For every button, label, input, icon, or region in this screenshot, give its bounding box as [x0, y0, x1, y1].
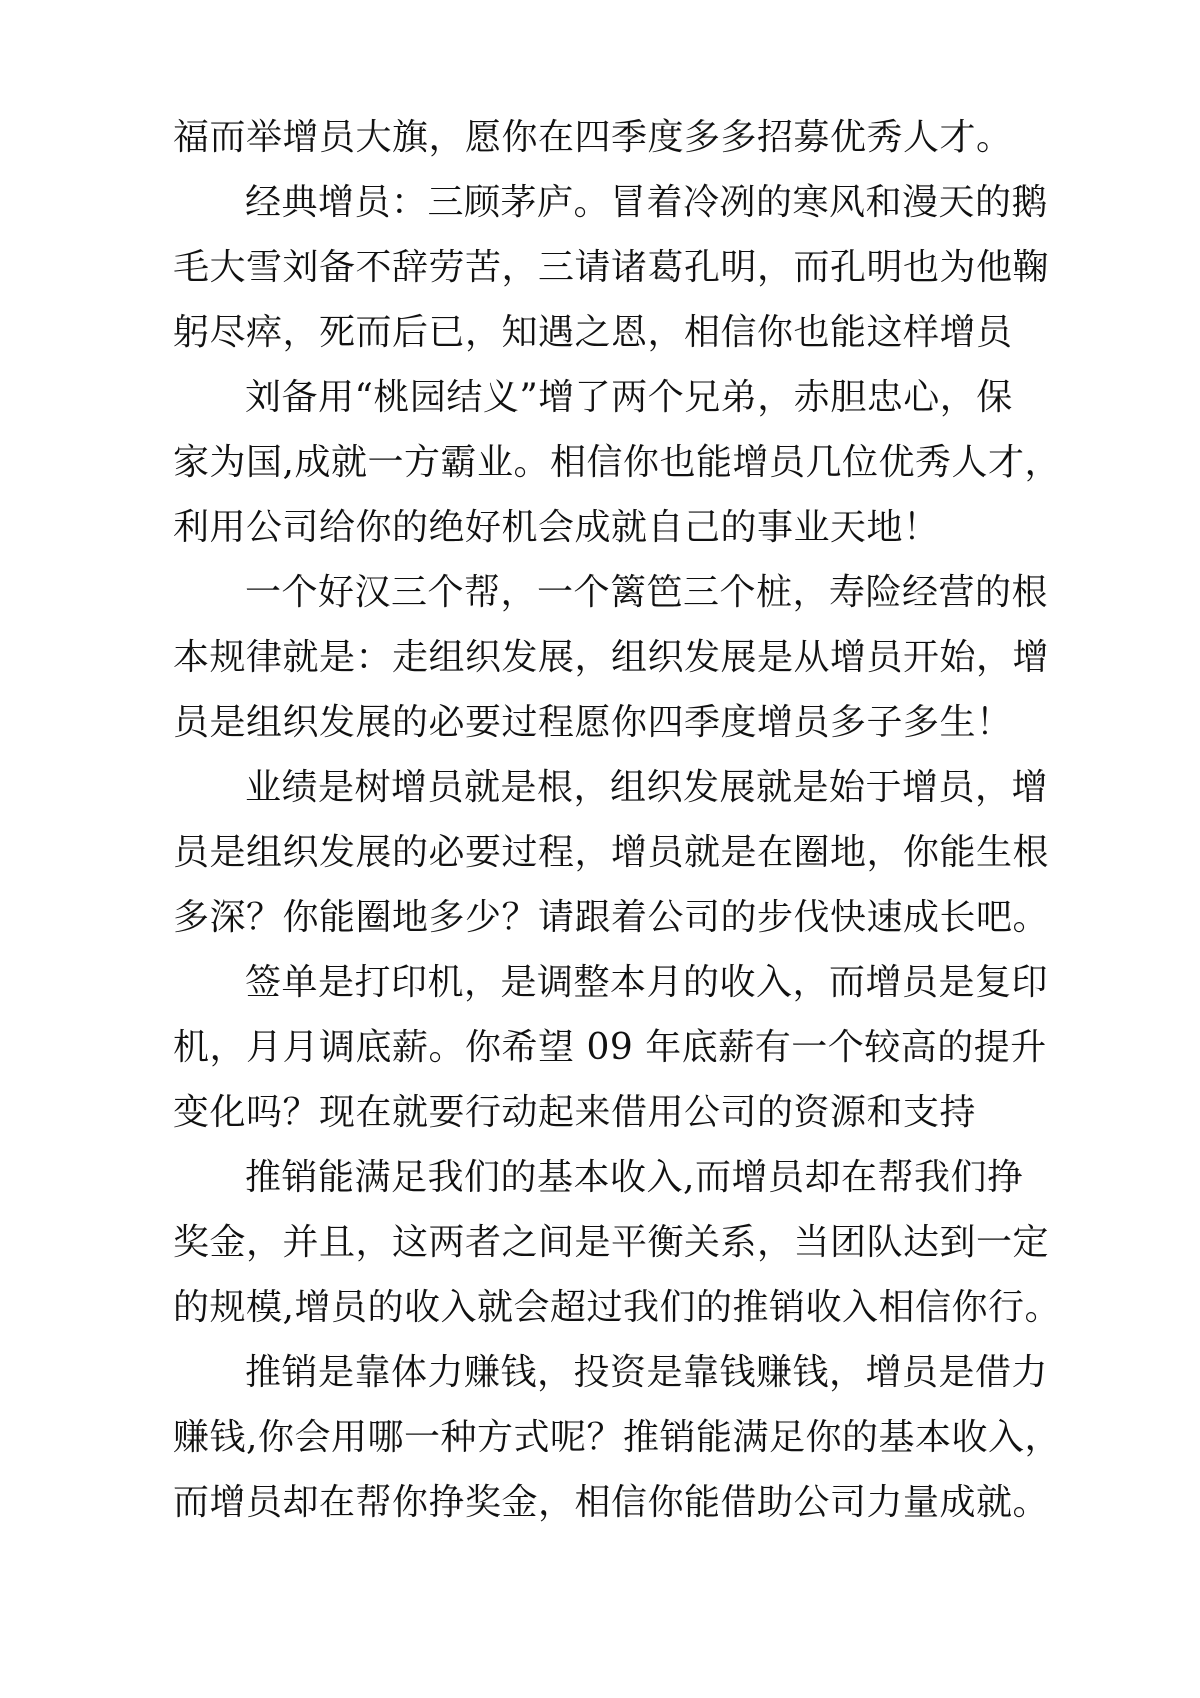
text-line: 员是组织发展的必要过程愿你四季度增员多子多生！ [173, 702, 1013, 743]
text-line: 的规模,增员的收入就会超过我们的推销收入相信你行。 [173, 1287, 1061, 1328]
text-line: 机，月月调底薪。你希望 09 年底薪有一个较高的提升 [173, 1027, 1047, 1068]
document-text-body [173, 105, 1061, 1535]
text-line: 利用公司给你的绝好机会成就自己的事业天地！ [173, 507, 940, 548]
paragraph-first-line: 经典增员：三顾茅庐。冒着冷冽的寒风和漫天的鹅 [245, 182, 1049, 223]
paragraph-first-line: 业绩是树增员就是根，组织发展就是始于增员，增 [245, 767, 1049, 808]
paragraph-first-line: 签单是打印机，是调整本月的收入，而增员是复印 [245, 962, 1049, 1003]
text-line: 本规律就是：走组织发展，组织发展是从增员开始，增 [173, 637, 1050, 678]
text-line: 毛大雪刘备不辞劳苦，三请诸葛孔明，而孔明也为他鞠 [173, 247, 1050, 288]
text-line: 奖金，并且，这两者之间是平衡关系，当团队达到一定 [173, 1222, 1050, 1263]
text-line: 家为国,成就一方霸业。相信你也能增员几位优秀人才， [173, 442, 1061, 483]
paragraph-first-line: 推销能满足我们的基本收入,而增员却在帮我们挣 [245, 1157, 1024, 1198]
paragraph-first-line: 一个好汉三个帮，一个篱笆三个桩，寿险经营的根 [245, 572, 1049, 613]
text-line: 而增员却在帮你挣奖金，相信你能借助公司力量成就。 [173, 1482, 1050, 1523]
text-line: 多深？你能圈地多少？请跟着公司的步伐快速成长吧。 [173, 897, 1050, 938]
text-line: 躬尽瘁，死而后已，知遇之恩，相信你也能这样增员 [173, 312, 1013, 353]
paragraph-first-line: 推销是靠体力赚钱，投资是靠钱赚钱，增员是借力 [245, 1352, 1049, 1393]
paragraph-first-line: 刘备用“桃园结义”增了两个兄弟，赤胆忠心，保 [245, 377, 1013, 418]
text-line: 员是组织发展的必要过程，增员就是在圈地，你能生根 [173, 832, 1050, 873]
text-line: 变化吗？现在就要行动起来借用公司的资源和支持 [173, 1092, 977, 1133]
text-line: 赚钱,你会用哪一种方式呢？推销能满足你的基本收入， [173, 1417, 1061, 1458]
text-line: 福而举增员大旗，愿你在四季度多多招募优秀人才。 [173, 117, 1013, 158]
